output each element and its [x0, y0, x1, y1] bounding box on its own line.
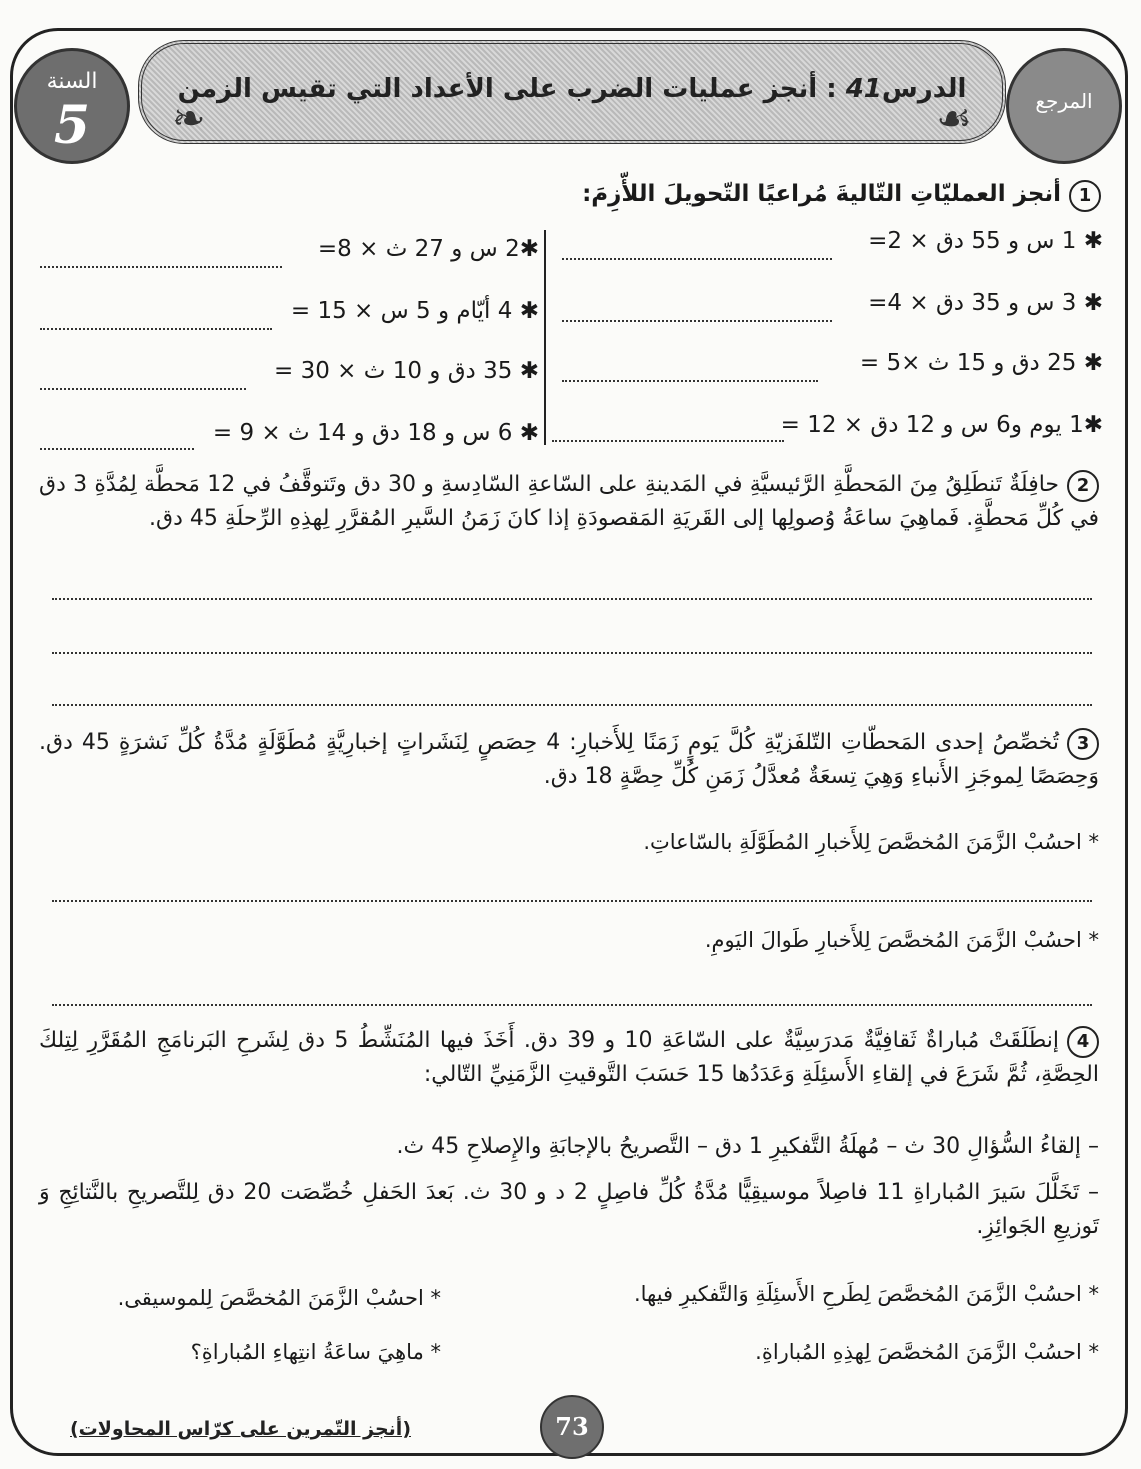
q2-paragraph [39, 468, 1099, 536]
q2-number: 2 [1067, 470, 1099, 502]
answer-line [40, 328, 272, 330]
answer-line [52, 900, 1092, 902]
q1-left-item: ✱ 4 أيّام و 5 س × 15 = [290, 298, 539, 324]
q1-instruction: أنجز العمليّاتِ التّاليةَ مُراعيًا التّحويلَ اللأّزِمَ: [582, 181, 1061, 207]
q4-task-left-2: * ماهِيَ ساعَةُ انتِهاءِ المُباراةِ؟ [190, 1340, 441, 1364]
brand-logo [1006, 48, 1122, 164]
answer-line [552, 440, 784, 442]
q1-right-item: ✱ 25 دق و 15 ث ×5 = [859, 350, 1103, 376]
q1-left-item: ✱2 س و 27 ث × 8= [317, 236, 539, 262]
q4-line-2: – تَخَلَّلَ سَيرَ المُباراةِ 11 فاصِلاً موسيقِيًّا مُدَّةُ كُلِّ فاصِلٍ 2 د و 30 ث. بَعدَ الحَفلِ خُصِّصَت 20 دق لِلتَّصريحِ بالنَّتائِجِ وَ تَوزيعِ الجَوائِزِ. [39, 1180, 1099, 1240]
q1-left-item: ✱ 6 س و 18 دق و 14 ث × 9 = [212, 420, 539, 446]
answer-line [52, 1004, 1092, 1006]
q1-left-item: ✱ 35 دق و 10 ث × 30 = [273, 358, 539, 384]
q4-task-right-1: * احسُبْ الزَّمَنَ المُخصَّصَ لِطَرحِ الأَسئِلَةِ وَالتَّفكيرِ فيها. [633, 1282, 1099, 1306]
q4-text: إنطَلَقَتْ مُباراةٌ ثَقافِيَّةٌ مَدرَسِيَّةٌ على السّاعَةِ 10 و 39 دق. أَخَذَ فيها المُنَشِّطُ 5 دق لِشَرحِ البَرنامَجِ المُقَرَّرِ لِتِلكَ الحِصَّةِ، ثُمَّ شَرَعَ في إلقاءِ الأَسئِلَةِ وَعَدَدُها 15 حَسَبَ التَّوقيتِ الزَّمَنِيِّ التّالي: [39, 1028, 1099, 1088]
answer-line [52, 598, 1092, 600]
q1-right-item: ✱ 3 س و 35 دق × 4= [868, 290, 1103, 316]
column-divider [544, 230, 546, 445]
lesson-number: 41 [845, 74, 882, 104]
q4-task-right-2: * احسُبْ الزَّمَنَ المُخصَّصَ لِهذِهِ المُباراةِ. [755, 1340, 1099, 1364]
level-number: 5 [53, 95, 91, 156]
lesson-title: : أنجز عمليات الضرب على الأعداد التي تقيس الزمن [177, 74, 837, 104]
answer-line [562, 320, 832, 322]
level-label: السنة [46, 69, 98, 94]
q1-right-item: ✱ 1 س و 55 دق × 2= [868, 228, 1103, 254]
q3-number: 3 [1067, 728, 1099, 760]
answer-line [562, 380, 818, 382]
lesson-title-line [142, 74, 1002, 104]
ornament-left-icon: ❧ [172, 96, 206, 142]
lesson-word: الدرس [881, 74, 967, 104]
q3-paragraph [39, 726, 1099, 794]
q3-task-2: * احسُبْ الزَّمَنَ المُخصَّصَ لِلأَخبارِ طَوالَ اليَومِ. [704, 928, 1099, 952]
q3-text: تُخصِّصُ إحدى المَحطّاتِ التّلفَزيّةِ كُلَّ يَومٍ زَمَنًا لِلأَخبارِ: 4 حِصَصٍ لِنَشَراتٍ إخبارِيَّةٍ مُطَوَّلَةٍ مُدَّةُ كُلِّ نَشرَةٍ 45 دق. وَحِصَصًا لِموجَزِ الأَنباءِ وَهِيَ تِسعَةٌ مُعدَّلُ زَمَنِ كُلِّ حِصَّةٍ 18 دق. [39, 730, 1099, 790]
q1-heading [582, 180, 1101, 212]
answer-line [562, 258, 832, 260]
q4-line-1: – إلقاءُ السُّؤالِ 30 ث – مُهلَةُ التَّفكيرِ 1 دق – التَّصريحُ بالإجابَةِ والإِصلاحِ 45 ث. [396, 1134, 1099, 1159]
ornament-right-icon: ☙ [936, 96, 972, 142]
q4-note: (أنجز التّمرين على كرّاس المحاولات) [70, 1418, 411, 1440]
answer-line [40, 266, 282, 268]
q2-text: حافِلَةٌ تَنطَلِقُ مِنَ المَحطَّةِ الرَّئيسيَّةِ في المَدينةِ على السّاعةِ السّادِسةِ و 30 دق وتَتوقَّفُ في 12 مَحطَّة لِمُدَّةِ 3 دق في كُلِّ مَحطَّةٍ. فَماهِيَ ساعَةُ وُصولِها إلى القَريَةِ المَقصودَةِ إذا كانَ زَمَنُ السَّيرِ المُقرَّرِ لِهذِهِ الرِّحلَةِ 45 دق. [39, 472, 1099, 532]
lesson-banner [138, 40, 1006, 144]
q4-number: 4 [1067, 1026, 1099, 1058]
q1-right-item: ✱1 يوم و6 س و 12 دق × 12 = [780, 412, 1103, 438]
level-badge [14, 48, 130, 164]
brand-text: المرجع [1035, 89, 1093, 113]
page-number: 73 [540, 1395, 604, 1459]
q4-task-left-1: * احسُبْ الزَّمَنَ المُخصَّصَ لِلموسيقى. [117, 1286, 441, 1310]
answer-line [52, 652, 1092, 654]
answer-line [52, 704, 1092, 706]
answer-line [40, 448, 194, 450]
answer-line [40, 388, 246, 390]
q1-number: 1 [1069, 180, 1101, 212]
q4-paragraph [39, 1024, 1099, 1092]
q3-task-1: * احسُبْ الزَّمَنَ المُخصَّصَ لِلأَخبارِ المُطَوَّلَةِ بالسّاعاتِ. [643, 830, 1099, 854]
